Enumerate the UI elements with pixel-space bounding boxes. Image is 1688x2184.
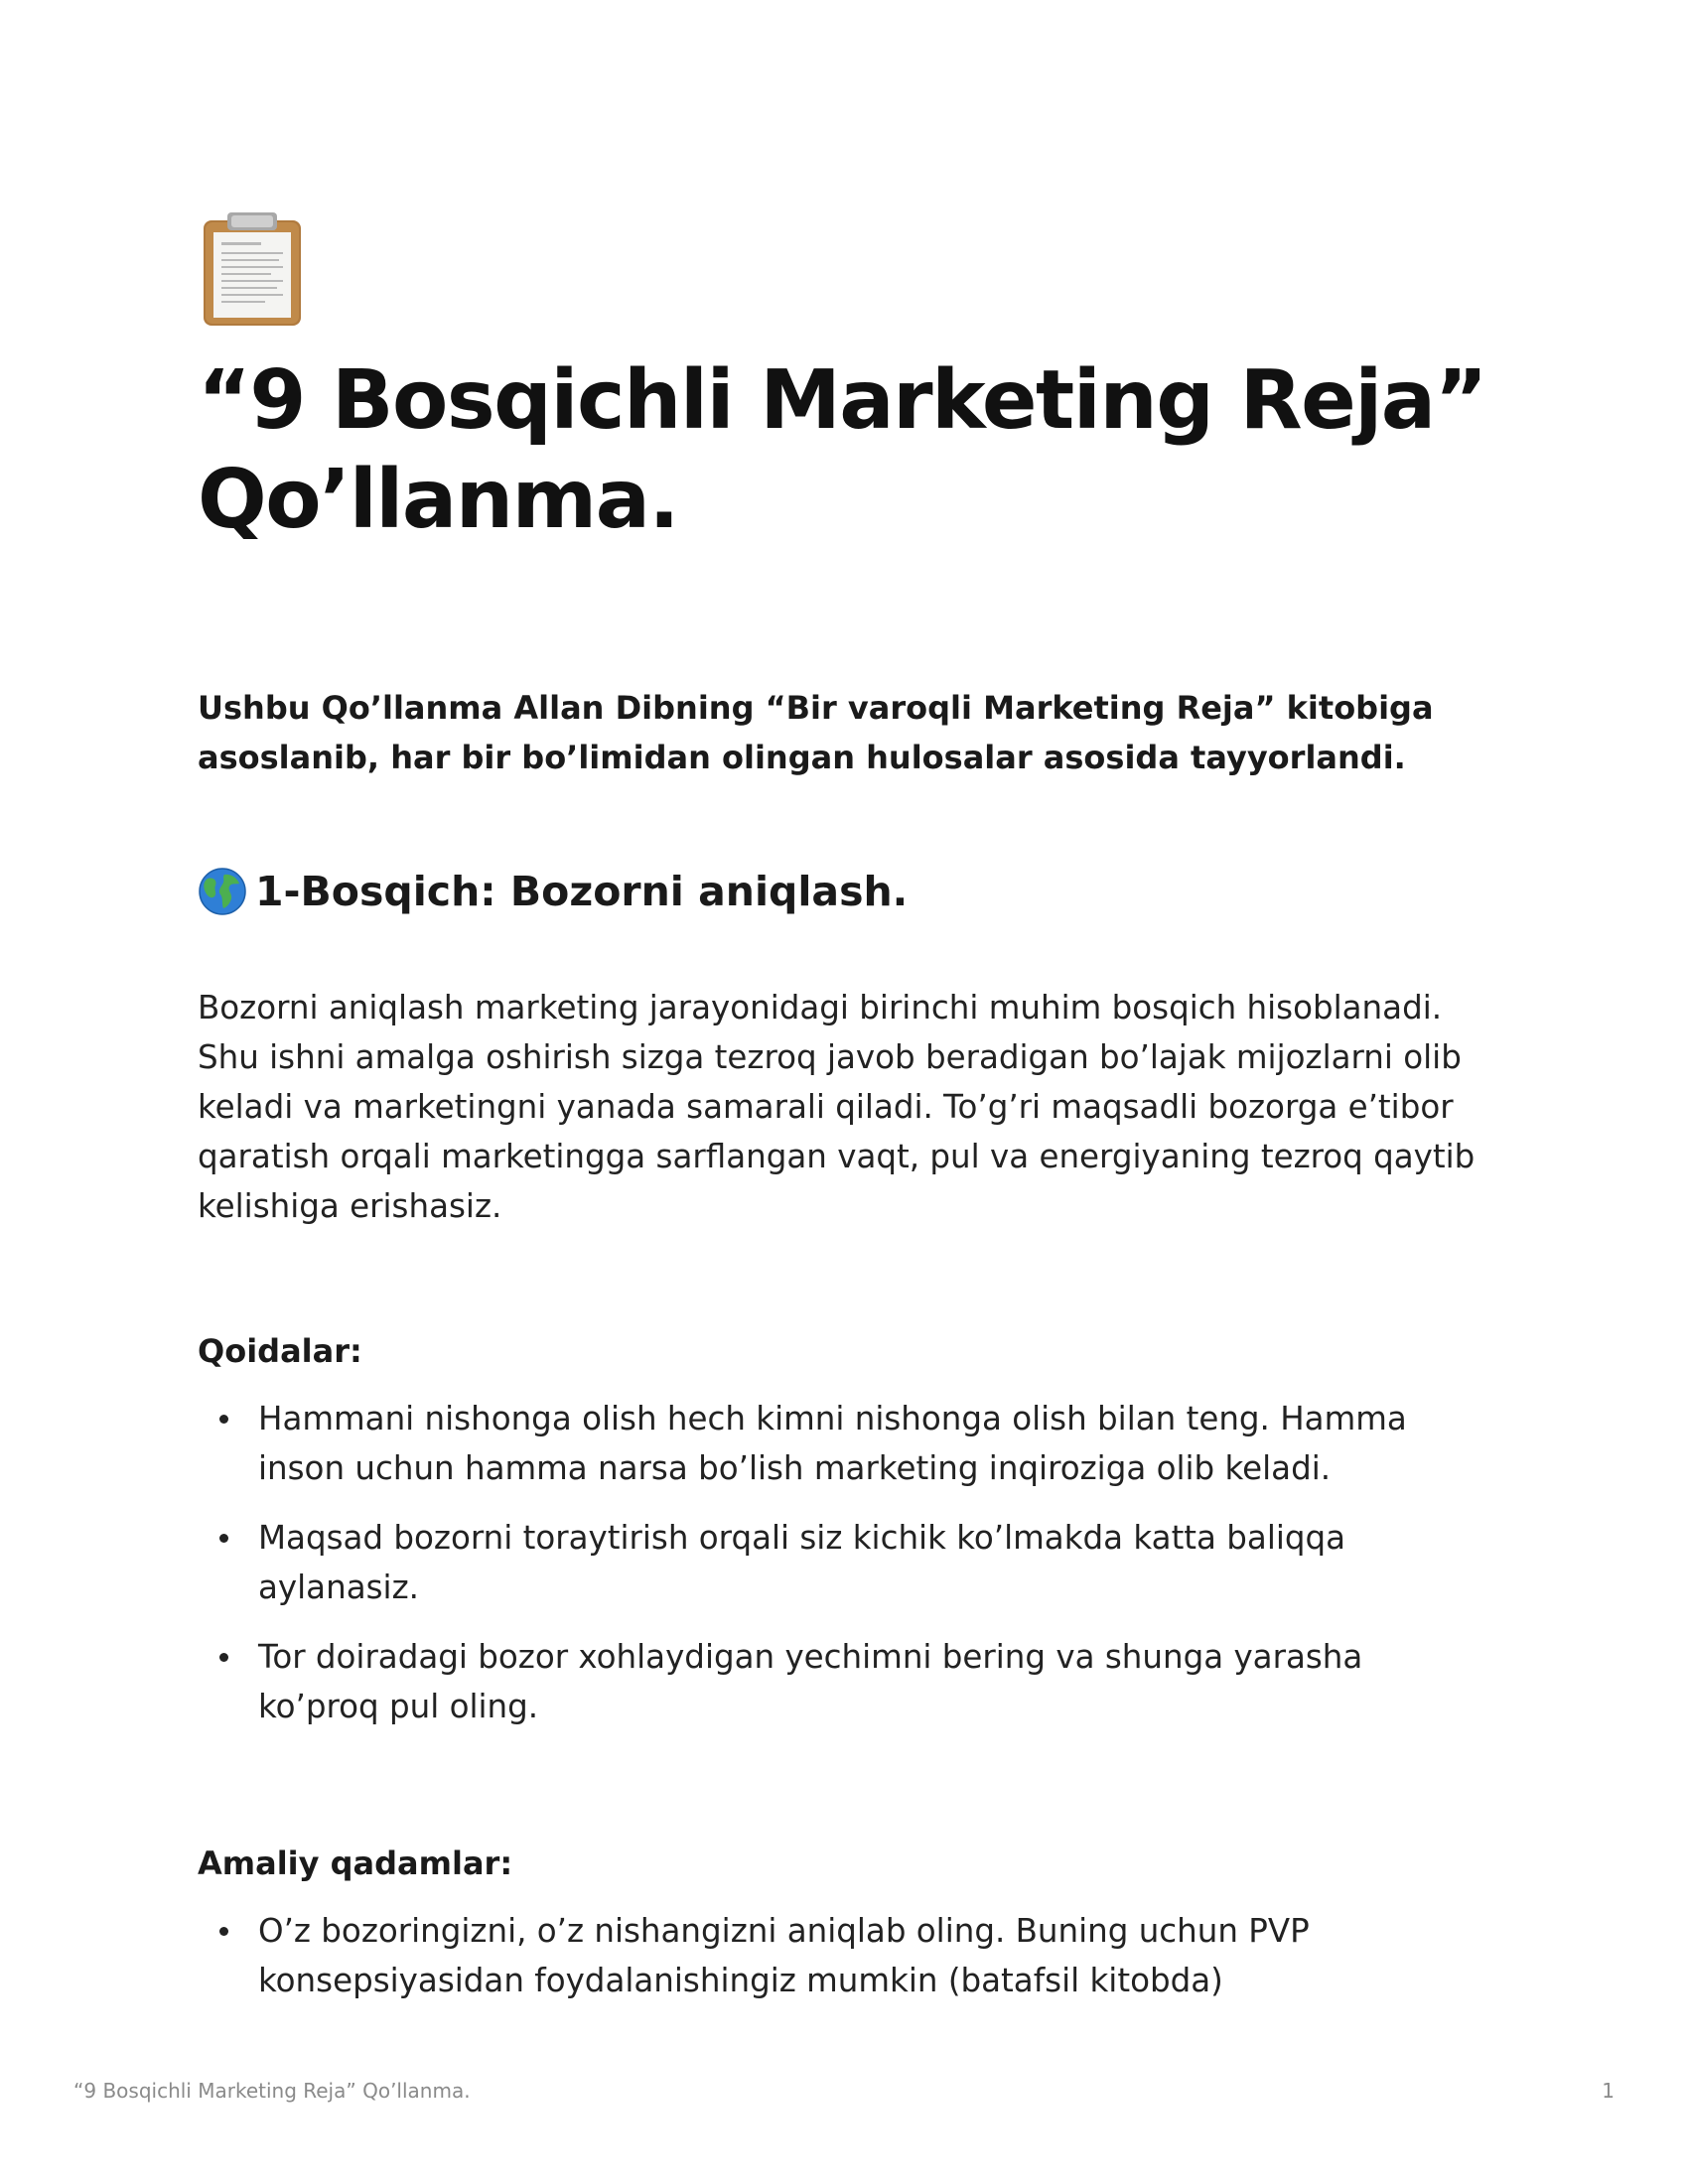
list-item-text: Hammani nishonga olish hech kimni nishonga olish bilan teng. Hamma inson uchun hamma narsa bo’lish marketing inqiroziga olib keladi. <box>258 1400 1407 1487</box>
section-heading-text: 1-Bosqich: Bozorni aniqlash. <box>255 868 909 915</box>
bullet-dot <box>219 1927 228 1936</box>
bullet-dot <box>219 1653 228 1662</box>
list-item-text: Maqsad bozorni toraytirish orqali siz kichik ko’lmakda katta baliqqa aylanasiz. <box>258 1519 1346 1606</box>
list-item <box>198 1632 1488 1731</box>
title-line-1: “9 Bosqichli Marketing Reja” <box>198 353 1487 448</box>
list-item-text: Tor doiradagi bozor xohlaydigan yechimni bering va shunga yarasha ko’proq pul oling. <box>258 1638 1363 1725</box>
rules-list <box>198 1394 1488 1731</box>
title-line-2: Qo’llanma. <box>198 453 679 547</box>
rules-heading: Qoidalar: <box>198 1332 362 1370</box>
clipboard-icon <box>198 210 307 330</box>
footer-title: “9 Bosqichli Marketing Reja” Qo’llanma. <box>73 2079 471 2103</box>
section-paragraph: Bozorni aniqlash marketing jarayonidagi birinchi muhim bosqich hisoblanadi. Shu ishni amalga oshirish sizga tezroq javob beradigan bo’lajak mijozlarni olib keladi va marketingni yanada samarali qiladi. To’g’ri maqsadli bozorga e’tibor qaratish orqali marketingga sarflangan vaqt, pul va energiyaning tezroq qaytib kelishiga erishasiz. <box>198 989 1476 1225</box>
intro-paragraph: Ushbu Qo’llanma Allan Dibning “Bir varoqli Marketing Reja” kitobiga asoslanib, har bir bo’limidan olingan hulosalar asosida tayyorlandi. <box>198 689 1434 776</box>
document-content <box>198 210 1488 2025</box>
steps-list <box>198 1906 1488 2005</box>
page-number: 1 <box>1602 2079 1615 2103</box>
document-title <box>198 351 1488 550</box>
list-item <box>198 1394 1488 1493</box>
bullet-dot <box>219 1534 228 1543</box>
list-item <box>198 1513 1488 1612</box>
steps-heading: Amaliy qadamlar: <box>198 1844 513 1882</box>
globe-icon <box>198 867 247 916</box>
section-heading <box>198 862 1488 921</box>
list-item-text: O’z bozoringizni, o’z nishangizni aniqlab oling. Buning uchun PVP konsepsiyasidan foydalanishingiz mumkin (batafsil kitobda) <box>258 1912 1310 1999</box>
list-item <box>198 1906 1488 2005</box>
bullet-dot <box>219 1415 228 1424</box>
